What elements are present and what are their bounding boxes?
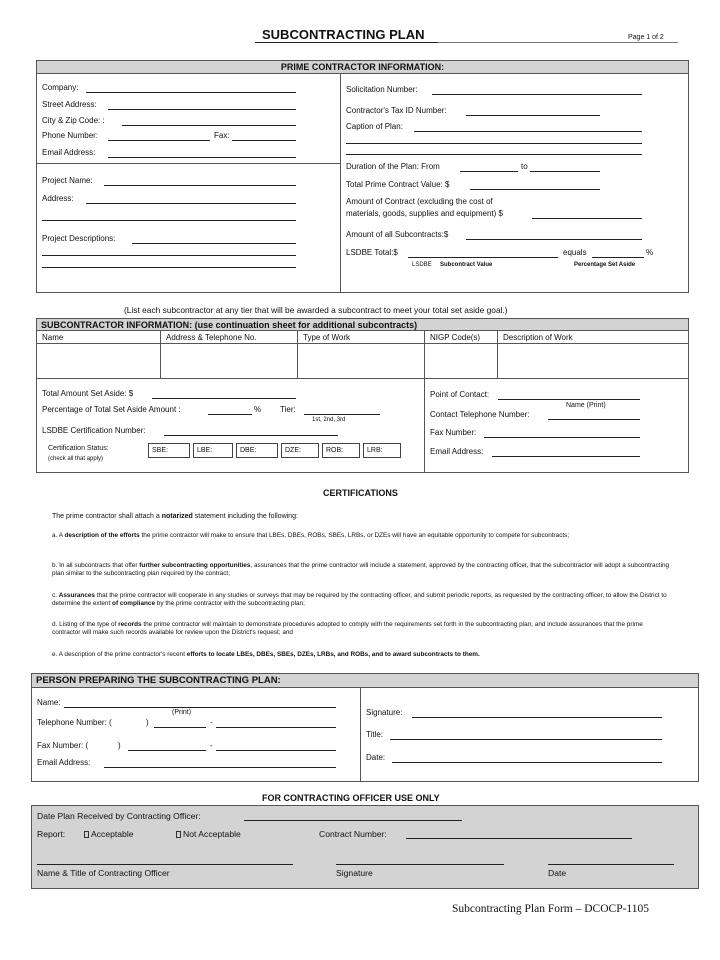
not-acceptable-label: Not Acceptable — [183, 829, 241, 839]
preparer-phone-dash: - — [210, 718, 213, 727]
list-note: (List each subcontractor at any tier that will be awarded a subcontract to meet your total set aside goal.) — [124, 305, 508, 315]
caption-field-1[interactable] — [414, 131, 642, 132]
amount-contract-label-1: Amount of Contract (excluding the cost of — [346, 197, 493, 206]
status-lbe[interactable]: LBE: — [193, 443, 233, 458]
cert-a-1: a. A — [52, 532, 65, 539]
lsdbe-percent-field[interactable] — [592, 257, 644, 258]
amount-subs-field[interactable] — [466, 239, 642, 240]
address-field-1[interactable] — [86, 203, 296, 204]
cert-d-3: the prime contractor will maintain to demonstrate procedures adopted to comply with the requirements set forth in the subcontracting plan, and include assurances that the prime contractor will make such records available for review upon the District's request; and — [52, 621, 643, 636]
pct-sign: % — [254, 405, 262, 414]
date-received-field[interactable] — [244, 820, 462, 821]
project-name-field[interactable] — [104, 185, 296, 186]
certifications-heading: CERTIFICATIONS — [323, 488, 398, 498]
acceptable-option[interactable] — [84, 829, 134, 839]
tax-id-label: Contractor's Tax ID Number: — [346, 106, 447, 115]
duration-to-field[interactable] — [530, 171, 600, 172]
percent-caption: Percentage Set Aside — [574, 262, 636, 268]
officer-date-caption: Date — [548, 868, 567, 878]
cert-item-d — [52, 621, 672, 637]
col-type: Type of Work — [303, 333, 350, 342]
preparer-signature-label: Signature: — [366, 708, 403, 717]
tier-field[interactable] — [304, 414, 380, 415]
address-label: Address: — [42, 194, 74, 203]
tier-caption: 1st, 2nd, 3rd — [312, 417, 346, 423]
cert-a-3: the prime contractor will make to ensure that LBEs, DBEs, ROBs, SBEs, LRBs, or DZEs will have an equitable opportunity to compete for subcontracts; — [139, 532, 570, 539]
project-name-label: Project Name: — [42, 176, 93, 185]
project-desc-field-1[interactable] — [132, 243, 296, 244]
sub-col-4 — [497, 331, 498, 378]
status-sbe[interactable]: SBE: — [148, 443, 190, 458]
email-field[interactable] — [108, 157, 296, 158]
total-set-aside-field[interactable] — [152, 398, 296, 399]
cert-b-3: , assurances that the prime contractor will include a statement, approved by the contracting officer, that the subcontractor will adopt a subcontracting plan similar to the subcontracting plan required by the contract; — [52, 562, 670, 577]
preparer-print-caption: (Print) — [172, 709, 192, 716]
col-nigp: NIGP Code(s) — [430, 333, 481, 342]
sub-col-3 — [424, 331, 425, 473]
cert-item-a — [52, 532, 672, 540]
total-set-aside-label: Total Amount Set Aside: $ — [42, 389, 134, 398]
status-lrb[interactable]: LRB: — [363, 443, 401, 458]
preparer-phone-field-1[interactable] — [154, 727, 206, 728]
solicitation-field[interactable] — [432, 94, 642, 95]
sub-header: SUBCONTRACTOR INFORMATION: (use continuation sheet for additional subcontracts) — [36, 318, 689, 331]
duration-from-field[interactable] — [460, 171, 518, 172]
caption-field-2[interactable] — [346, 143, 642, 144]
sub-fax-field[interactable] — [484, 437, 640, 438]
cert-intro-a: The prime contractor shall attach a — [52, 513, 162, 520]
street-field[interactable] — [108, 109, 296, 110]
sub-colhead-line — [36, 343, 689, 344]
project-desc-field-3[interactable] — [42, 267, 296, 268]
cert-item-e — [52, 651, 672, 659]
fax-label: Fax: — [214, 131, 230, 140]
lsdbe-cert-label: LSDBE Certification Number: — [42, 426, 146, 435]
status-dbe[interactable]: DBE: — [236, 443, 278, 458]
lsdbe-total-field[interactable] — [408, 257, 558, 258]
lsdbe-total-label: LSDBE Total:$ — [346, 248, 398, 257]
officer-signature-caption: Signature — [336, 868, 373, 878]
cert-c-2: Assurances — [58, 592, 95, 599]
cert-c-1: c. — [52, 592, 59, 599]
officer-signature-line[interactable] — [336, 864, 504, 865]
total-value-field[interactable] — [470, 189, 600, 190]
preparer-phone-label: Telephone Number: ( — [37, 718, 112, 727]
preparer-fax-dash: - — [210, 741, 213, 750]
cert-intro — [52, 512, 298, 521]
lsdbe-caption-b: Subcontract Value — [440, 262, 493, 268]
cert-e-2: efforts to locate LBEs, DBEs, SBEs, DZEs, LRBs, and ROBs, and to award subcontracts to them. — [186, 651, 480, 658]
preparer-divider — [360, 688, 361, 782]
title-underline — [255, 42, 438, 43]
contract-number-label: Contract Number: — [319, 829, 387, 839]
prime-divider — [340, 74, 341, 293]
percent-sign: % — [646, 248, 654, 257]
preparer-name-label: Name: — [37, 698, 61, 707]
contact-phone-label: Contact Telephone Number: — [430, 410, 530, 419]
col-name: Name — [42, 333, 64, 342]
poc-caption: Name (Print) — [566, 402, 606, 409]
cert-b-2: further subcontracting opportunities — [139, 562, 251, 569]
contact-phone-field[interactable] — [548, 419, 640, 420]
city-label: City & Zip Code: : — [42, 116, 105, 125]
poc-label: Point of Contact: — [430, 390, 490, 399]
cert-item-b — [52, 562, 672, 578]
preparer-phone-paren: ) — [146, 718, 149, 727]
duration-to-label: to — [521, 162, 528, 171]
status-rob[interactable]: ROB: — [322, 443, 360, 458]
sub-col-2 — [297, 331, 298, 378]
preparer-fax-label: Fax Number: ( — [37, 741, 89, 750]
preparer-title-label: Title: — [366, 730, 384, 739]
cert-d-1: d. Listing of the type of — [52, 621, 119, 628]
preparer-fax-paren: ) — [118, 741, 121, 750]
preparer-date-label: Date: — [366, 753, 386, 762]
cert-intro-b: notarized — [161, 513, 193, 520]
preparer-title-field[interactable] — [390, 739, 662, 740]
cert-d-2: records — [118, 621, 142, 628]
equals-label: equals — [563, 248, 587, 257]
preparer-name-field[interactable] — [64, 707, 336, 708]
sub-email-label: Email Address: — [430, 447, 484, 456]
form-footer: Subcontracting Plan Form – DCOCP-1105 — [452, 903, 649, 915]
tax-id-field[interactable] — [466, 115, 600, 116]
officer-name-line[interactable] — [37, 864, 293, 865]
preparer-header: PERSON PREPARING THE SUBCONTRACTING PLAN: — [31, 673, 699, 688]
phone-label: Phone Number: — [42, 131, 99, 140]
preparer-phone-field-2[interactable] — [216, 727, 336, 728]
poc-field[interactable] — [498, 399, 640, 400]
duration-label: Duration of the Plan: From — [346, 162, 440, 171]
cert-c-4: of compliance — [112, 600, 156, 607]
preparer-email-field[interactable] — [104, 767, 336, 768]
cert-status-label: Certification Status: — [48, 445, 109, 452]
caption-field-3[interactable] — [346, 154, 642, 155]
cert-c-5: by the prime contractor with the subcontracting plan; — [155, 600, 305, 607]
solicitation-label: Solicitation Number: — [346, 85, 418, 94]
not-acceptable-checkbox[interactable] — [176, 831, 181, 838]
report-label: Report: — [37, 829, 66, 839]
email-label: Email Address: — [42, 148, 96, 157]
total-value-label: Total Prime Contract Value: $ — [346, 180, 450, 189]
lsdbe-caption-a: LSDBE — [412, 262, 432, 268]
page-number: Page 1 of 2 — [628, 34, 664, 41]
sub-email-field[interactable] — [492, 456, 640, 457]
col-address: Address & Telephone No. — [166, 333, 257, 342]
tier-label: Tier: — [280, 405, 296, 414]
amount-subs-label: Amount of all Subcontracts:$ — [346, 230, 449, 239]
amount-contract-label-2: materials, goods, supplies and equipment) $ — [346, 209, 503, 218]
preparer-date-field[interactable] — [392, 762, 662, 763]
preparer-signature-field[interactable] — [412, 717, 662, 718]
sub-col-1 — [160, 331, 161, 378]
project-desc-label: Project Descriptions: — [42, 234, 116, 243]
col-description: Description of Work — [503, 333, 573, 342]
preparer-section — [31, 673, 699, 782]
preparer-email-label: Email Address: — [37, 758, 91, 767]
city-field[interactable] — [122, 125, 296, 126]
not-acceptable-option[interactable] — [176, 829, 241, 839]
cert-item-c — [52, 592, 672, 608]
company-label: Company: — [42, 83, 79, 92]
contract-number-field[interactable] — [406, 838, 632, 839]
acceptable-label: Acceptable — [91, 829, 134, 839]
prime-left-split — [36, 163, 340, 164]
officer-date-line[interactable] — [548, 864, 674, 865]
prime-header: PRIME CONTRACTOR INFORMATION: — [36, 60, 689, 74]
page-underline — [438, 42, 678, 43]
acceptable-checkbox[interactable] — [84, 831, 89, 838]
caption-label: Caption of Plan: — [346, 122, 403, 131]
sub-row-end — [36, 378, 689, 379]
date-received-label: Date Plan Received by Contracting Officer: — [37, 811, 201, 821]
status-dze[interactable]: DZE: — [281, 443, 319, 458]
preparer-fax-field-1[interactable] — [128, 750, 206, 751]
officer-heading: FOR CONTRACTING OFFICER USE ONLY — [262, 793, 440, 803]
form-title: SUBCONTRACTING PLAN — [262, 27, 425, 42]
cert-c-3: that the prime contractor will cooperate in any studies or surveys that may be required by the contracting officer, and submit periodic reports, as requested by the contracting officer, to allow the District to determine the extent — [52, 592, 667, 607]
cert-a-2: description of the efforts — [64, 532, 140, 539]
company-field[interactable] — [86, 92, 296, 93]
street-label: Street Address: — [42, 100, 97, 109]
cert-check-note: (check all that apply) — [48, 456, 104, 462]
fax-field[interactable] — [232, 140, 296, 141]
cert-e-1: e. A description of the prime contractor's recent — [52, 651, 187, 658]
cert-intro-c: statement including the following: — [192, 513, 298, 520]
pct-set-aside-field[interactable] — [208, 414, 252, 415]
cert-b-1: b. In all subcontracts that offer — [52, 562, 140, 569]
phone-field[interactable] — [108, 140, 210, 141]
sub-fax-label: Fax Number: — [430, 428, 477, 437]
address-field-2[interactable] — [42, 220, 296, 221]
pct-set-aside-label: Percentage of Total Set Aside Amount : — [42, 405, 181, 414]
officer-name-caption: Name & Title of Contracting Officer — [37, 868, 170, 878]
lsdbe-cert-field[interactable] — [164, 435, 338, 436]
amount-contract-field[interactable] — [532, 218, 642, 219]
project-desc-field-2[interactable] — [42, 255, 296, 256]
preparer-fax-field-2[interactable] — [216, 750, 336, 751]
